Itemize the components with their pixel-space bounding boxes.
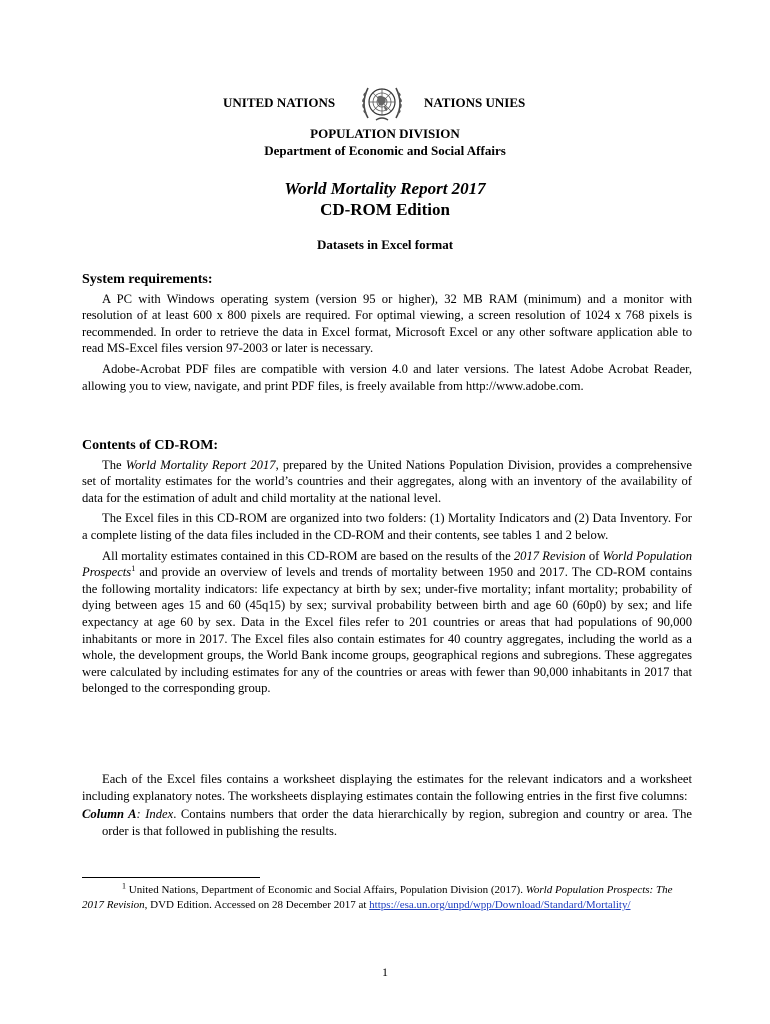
un-header [0, 80, 770, 124]
footnote-title-italic: World Population Prospects: The 2017 Revision [82, 884, 673, 911]
column-a-label: Column A [82, 807, 137, 822]
contents-section [82, 438, 692, 697]
division-name: POPULATION DIVISION [310, 126, 460, 141]
excel-paragraph-1: Each of the Excel files contains a worksheet displaying the estimates for the relevant indicators and a worksheet including explanatory notes. The worksheets displaying estimates contain the following entries in the first five columns: [82, 772, 692, 803]
contents-paragraph-2: The Excel files in this CD-ROM are organized into two folders: (1) Mortality Indicators and (2) Data Inventory. For a complete listing of the data files included in the CD-ROM and their contents, see tables 1 and 2 below. [82, 511, 692, 542]
contents-paragraph-3 [82, 548, 692, 697]
datasets-subtitle: Datasets in Excel format [316, 237, 454, 252]
footnote-divider [82, 877, 260, 878]
text-run: and provide an overview of levels and trends of mortality between 1950 and 2017. The CD-ROM contains the following mortality indicators: life expectancy at birth by sex; under-five mortality; infant mortality; probability of dying between ages 15 and 60 (45q15) by sex; survival probability between birth and age 60 (60p0) by sex; and life expectancy at age 60 by sex. Data in the Excel files refer to 201 countries or areas that had populations of 90,000 inhabitants or more in 2017. The Excel files also contain estimates for 40 country aggregates, including the world as a whole, the development groups, the World Bank income groups, geographical regions and subregions. These aggregates were calculated by including estimates for any of the countries or areas with fewer than 90,000 inhabitants in 2017 that belonged to the corresponding group. [82, 565, 692, 696]
excel-files-section [82, 771, 692, 839]
contents-heading: Contents of CD-ROM: [82, 438, 219, 453]
text-run: United Nations, Department of Economic and Social Affairs, Population Division (2017). [126, 884, 526, 896]
report-title: World Mortality Report 2017 [284, 179, 486, 198]
system-requirements-heading: System requirements: [82, 272, 213, 287]
text-run: , DVD Edition. Accessed on 28 December 2017 at [144, 899, 370, 911]
text-run: of [585, 548, 603, 563]
footnote [82, 883, 694, 913]
column-a-entry [82, 806, 692, 839]
text-run: : [136, 807, 146, 822]
page-number: 1 [382, 965, 388, 979]
column-a-name: Index [145, 807, 174, 822]
system-requirements-paragraph-1: A PC with Windows operating system (version 95 or higher), 32 MB RAM (minimum) and a monitor with resolution of at least 600 x 800 pixels are required. For optimal viewing, a screen resolution of 1024 x 768 pixels is recommended. In order to retrieve the data in Excel format, Microsoft Excel or any other software application able to read MS-Excel files version 97-2003 or later is necessary. [82, 291, 692, 356]
report-title-italic: World Mortality Report 2017 [125, 457, 276, 472]
footnote-link[interactable]: https://esa.un.org/unpd/wpp/Download/Standard/Mortality/ [369, 899, 631, 911]
division-block [0, 125, 770, 159]
department-name: Department of Economic and Social Affairs [264, 143, 506, 158]
text-run: All mortality estimates contained in this CD-ROM are based on the results of the [102, 548, 514, 563]
report-title-block [0, 178, 770, 220]
column-a-description: . Contains numbers that order the data hierarchically by region, subregion and country or area. The order is that followed in publishing the results. [102, 807, 692, 838]
system-requirements-section [82, 272, 692, 394]
text-run: The [102, 457, 126, 472]
footnote-mark: 1 [122, 881, 126, 891]
footnote-reference[interactable]: 1 [131, 563, 136, 573]
nations-unies-label: NATIONS UNIES [424, 95, 526, 110]
text-run: , prepared by the United Nations Population Division, provides a comprehensive set of mortality estimates for the world’s countries and their aggregates, along with an inventory of the availability of data for the estimation of adult and child mortality at the national level. [82, 457, 692, 505]
revision-italic: 2017 Revision [513, 548, 586, 563]
united-nations-label: UNITED NATIONS [223, 95, 336, 110]
contents-paragraph-1 [82, 457, 692, 507]
system-requirements-paragraph-2: Adobe-Acrobat PDF files are compatible with version 4.0 and later versions. The latest Adobe Acrobat Reader, allowing you to view, navigate, and print PDF files, is freely available from http://www.adobe.com. [82, 361, 692, 393]
un-emblem-icon [358, 80, 406, 124]
report-edition: CD-ROM Edition [320, 200, 450, 219]
wpp-italic: World Population Prospects [82, 548, 692, 580]
